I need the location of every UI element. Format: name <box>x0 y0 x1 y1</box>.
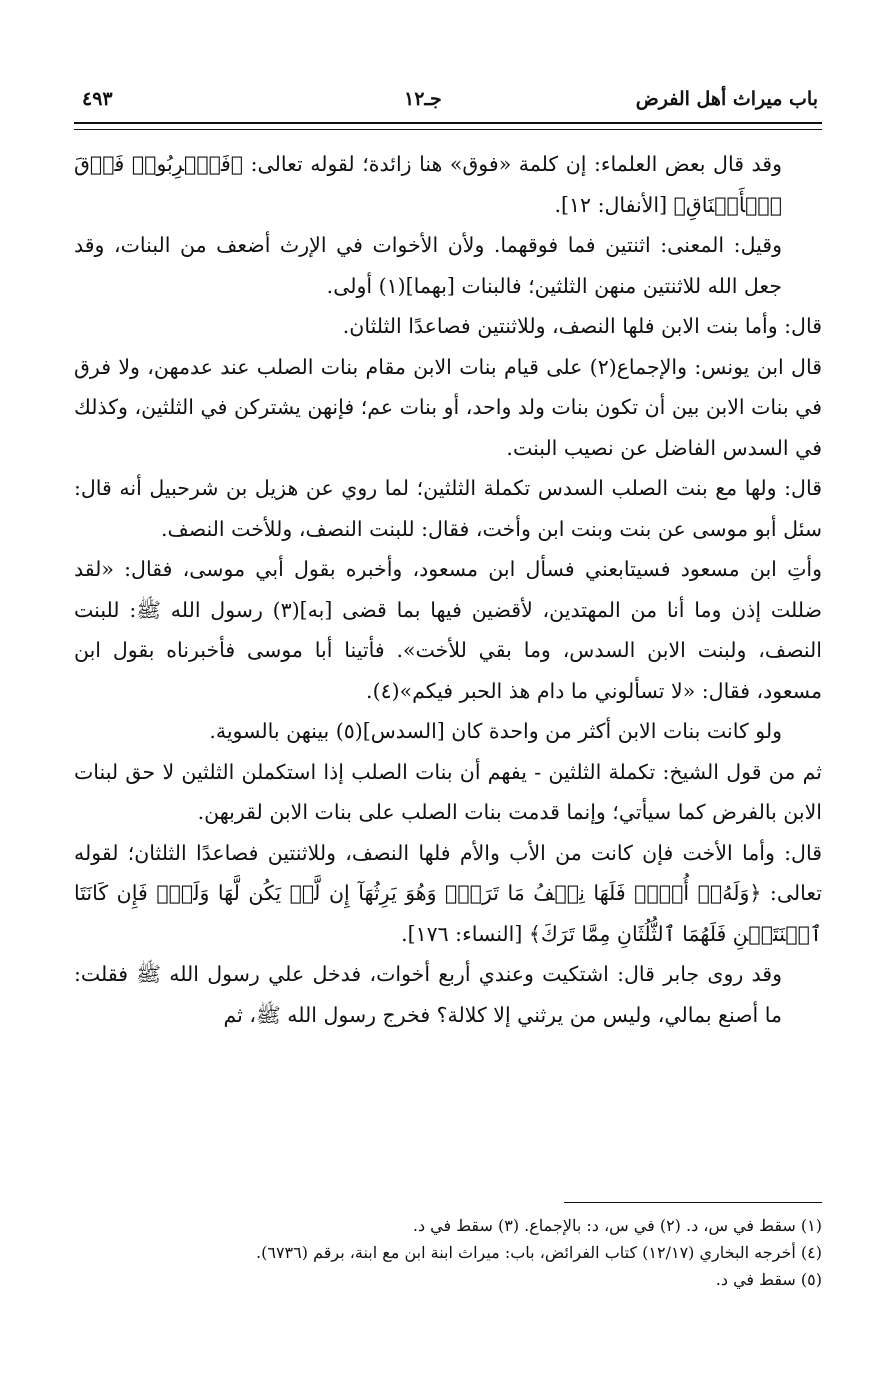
page-number: ٤٩٣ <box>82 88 113 110</box>
paragraph: قال: وأما الأخت فإن كانت من الأب والأم فلها النصف، وللاثنتين فصاعدًا الثلثان؛ لقوله تعالى: ﴿وَلَهُۥٓ أُخۡتٞ فَلَهَا نِصۡفُ مَا تَرَكَۚ وَهُوَ يَرِثُهَآ إِن لَّمۡ يَكُن لَّهَا وَلَدٞۚ فَإِن كَانَتَا ٱثۡنَتَيۡنِ فَلَهُمَا ٱلثُّلُثَانِ مِمَّا تَرَكَ﴾ [النساء: ١٧٦]. <box>74 840 822 946</box>
footnote-divider <box>564 1202 822 1203</box>
footnotes <box>74 1212 822 1293</box>
footnote: (١) سقط في س، د. (٢) في س، د: بالإجماع. (٣) سقط في د. <box>412 1216 822 1235</box>
paragraph: وقد روى جابر قال: اشتكيت وعندي أربع أخوات، فدخل علي رسول الله ﷺ فقلت: ما أصنع بمالي، وليس من يرثني إلا كلالة؟ فخرج رسول الله ﷺ، ثم <box>74 962 782 1027</box>
paragraph: قال ابن يونس: والإجماع(٢) على قيام بنات الابن مقام بنات الصلب عند عدمهن، ولا فرق في بنات الابن بين أن تكون بنات ولد واحد، أو بنات عم؛ فإنهن يشتركن في الثلثين، وكذلك في السدس الفاضل عن نصيب البنت. <box>74 354 822 460</box>
running-header <box>74 78 822 114</box>
paragraph: قال: ولها مع بنت الصلب السدس تكملة الثلثين؛ لما روي عن هزيل بن شرحبيل أنه قال: سئل أبو موسى عن بنت وبنت ابن وأخت، فقال: للبنت النصف، وللأخت النصف. <box>74 476 822 541</box>
chapter-title: باب ميراث أهل الفرض <box>635 88 818 110</box>
main-text <box>74 144 822 1035</box>
paragraph: ولو كانت بنات الابن أكثر من واحدة كان [السدس](٥) بينهن بالسوية. <box>209 719 782 743</box>
footnote: (٤) أخرجه البخاري (١٢/١٧) كتاب الفرائض، باب: ميراث ابنة ابن مع ابنة، برقم (٦٧٣٦). <box>256 1243 822 1262</box>
paragraph: وقيل: المعنى: اثنتين فما فوقهما. ولأن الأخوات في الإرث أضعف من البنات، وقد جعل الله للاثنتين منهن الثلثين؛ فالبنات [بهما](١) أولى. <box>74 233 782 298</box>
header-divider <box>74 122 822 130</box>
book-page <box>74 78 822 1338</box>
paragraph: قال: وأما بنت الابن فلها النصف، وللاثنتين فصاعدًا الثلثان. <box>342 314 822 338</box>
paragraph: وأتِ ابن مسعود فسيتابعني فسأل ابن مسعود، وأخبره بقول أبي موسى، فقال: «لقد ضللت إذن وما أنا من المهتدين، لأقضين فيها بما قضى [به](٣) رسول الله ﷺ: للبنت النصف، ولبنت الابن السدس، وما بقي للأخت». فأتينا أبا موسى فأخبرناه بقول ابن مسعود، فقال: «لا تسألوني ما دام هذ الحبر فيكم»(٤). <box>74 557 822 703</box>
footnote: (٥) سقط في د. <box>715 1270 822 1289</box>
volume-label: جـ١٢ <box>404 88 442 110</box>
paragraph: وقد قال بعض العلماء: إن كلمة «فوق» هنا زائدة؛ لقوله تعالى: ﴿فَٱضۡرِبُوا۟ فَوۡقَ ٱلۡأَعۡنَاقِ﴾ [الأنفال: ١٢]. <box>74 152 782 217</box>
paragraph: ثم من قول الشيخ: تكملة الثلثين - يفهم أن بنات الصلب إذا استكملن الثلثين لا حق لبنات الابن بالفرض كما سيأتي؛ وإنما قدمت بنات الصلب على بنات الابن لقربهن. <box>74 759 822 824</box>
